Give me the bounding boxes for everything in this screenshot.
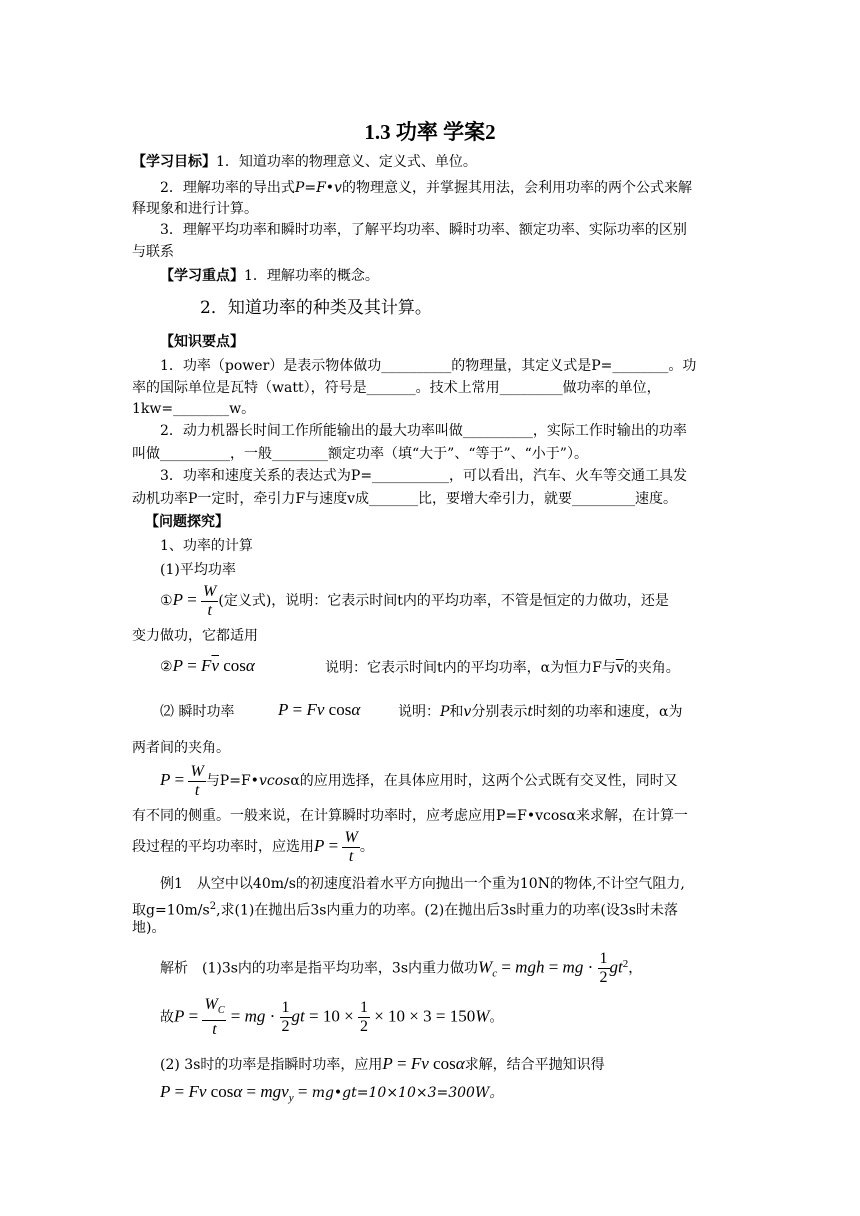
formula-2-line: ②P = $F\overline{v}$ cosα: [160, 656, 255, 675]
goal-2-text-b: 的物理意义，并掌握其用法，会利用功率的两个公式来解: [341, 180, 692, 196]
formula-1-line: ①P = $\frac{W}{t}$ (定义式)，说明：它表示时间t内的平均功率，不管是恒定的力做功，还是: [160, 582, 669, 619]
example-a-3: (2) 3s时的功率是指瞬时功率，应用P = Fv cosα求解，结合平抛知识得: [160, 1054, 605, 1073]
example-q-1: 例1 从空中以40m/s的初速度沿着水平方向抛出一个重为10N的物体,不计空气阻力,: [160, 876, 685, 892]
goals-line-5: 与联系: [132, 244, 174, 260]
section-1-2: ⑵ 瞬时功率: [160, 704, 235, 720]
goals-line-1: [132, 152, 477, 172]
point-1a: 1．功率（power）是表示物体做功__________的物理量，其定义式是P=________。功: [160, 358, 697, 374]
example-a-4: P = Fv cosα = mgv$_y$ = mg•gt=10×10×3=300W。: [160, 1082, 504, 1104]
formula-3-note: 说明：P和v分别表示t时刻的功率和速度，α为: [398, 704, 683, 720]
example-a-1: 解析 (1)3s内的功率是指平均功率，3s内重力做功$W_c$ = mgh = mg · $\frac{1}{2}$ $gt^2$，: [160, 950, 643, 987]
formula-3: P = Fv cosα: [278, 700, 361, 719]
formula-1-note-b: 变力做功，它都适用: [132, 628, 258, 644]
section-1-1: (1)平均功率: [160, 562, 236, 578]
key-line-1: [160, 266, 379, 286]
goals-line-3: 释现象和进行计算。: [132, 201, 258, 217]
compare-line-3: 段过程的平均功率时，应选用P = $\frac{W}{t}$ 。: [132, 828, 374, 865]
formula-2-note: 说明：它表示时间t内的平均功率，α为恒力F与$\overline{v}$的夹角。: [325, 660, 680, 676]
goal-1: 1．知道功率的物理意义、定义式、单位。: [216, 154, 477, 170]
formula-3-note-b: 两者间的夹角。: [132, 740, 230, 756]
formula-2: P: [172, 656, 183, 675]
explore-label: 【问题探究】: [145, 514, 229, 530]
page-title: 1.3 功率 学案2: [364, 120, 496, 144]
point-1b: 率的国际单位是瓦特（watt），符号是_______。技术上常用_________做功率的单位，: [132, 380, 661, 396]
example-a-2: 故P = $\frac{W_C}{t}$ = mg · $\frac{1}{2}$ gt = 10 × $\frac{1}{2}$ × 10 × 3 = 150W。: [160, 996, 504, 1039]
formula-1-fraction: $\frac{W}{t}$: [203, 582, 217, 619]
compare-line-2: 有不同的侧重。一般来说，在计算瞬时功率时，应考虑应用P=F•vcosα来求解，在计算一: [132, 808, 688, 824]
formula-1-num: ①: [160, 593, 173, 609]
point-2a: 2．动力机器长时间工作所能输出的最大功率叫做__________，实际工作时输出的功率: [160, 423, 687, 439]
point-2b: 叫做__________，一般________额定功率（填“大于”、“等于”、“小于”）。: [132, 446, 588, 462]
key-label: 【学习重点】: [160, 268, 244, 284]
point-1c: 1kw=________w。: [132, 401, 256, 417]
example-q-3: 地)。: [132, 920, 166, 936]
formula-2-num: ②: [160, 659, 173, 675]
goals-line-2: [160, 178, 692, 198]
key-1: 1．理解功率的概念。: [244, 268, 379, 284]
formula-2-note-v: $\overline{v}$: [615, 660, 624, 676]
compare-line-1: P = $\frac{W}{t}$ 与P=F•vcosα的应用选择，在具体应用时，这两个公式既有交叉性，同时又: [160, 762, 678, 799]
goals-label: 【学习目标】: [132, 154, 216, 170]
key-2: 2．知道功率的种类及其计算。: [200, 298, 432, 318]
goal-2-text: 2．理解功率的导出式: [160, 180, 295, 196]
formula-1: P: [172, 590, 183, 609]
point-3a: 3．功率和速度关系的表达式为P=___________，可以看出，汽车、火车等交通工具发: [160, 468, 688, 484]
formula-1-note: (定义式)，说明：它表示时间t内的平均功率，不管是恒定的力做功，还是: [218, 593, 669, 609]
goal-2-formula: P=F•v: [294, 180, 342, 196]
point-3b: 动机功率P一定时，牵引力F与速度v成_______比，要增大牵引力，就要_________速度。: [132, 491, 678, 507]
points-label: 【知识要点】: [160, 334, 244, 350]
example-q-2: 取$g=10m/s^2$,求(1)在抛出后3s内重力的功率。(2)在抛出后3s时重力的功率(设3s时未落: [132, 901, 678, 919]
section-1: 1、功率的计算: [160, 538, 253, 554]
goals-line-4: 3．理解平均功率和瞬时功率，了解平均功率、瞬时功率、额定功率、实际功率的区别: [160, 222, 687, 238]
